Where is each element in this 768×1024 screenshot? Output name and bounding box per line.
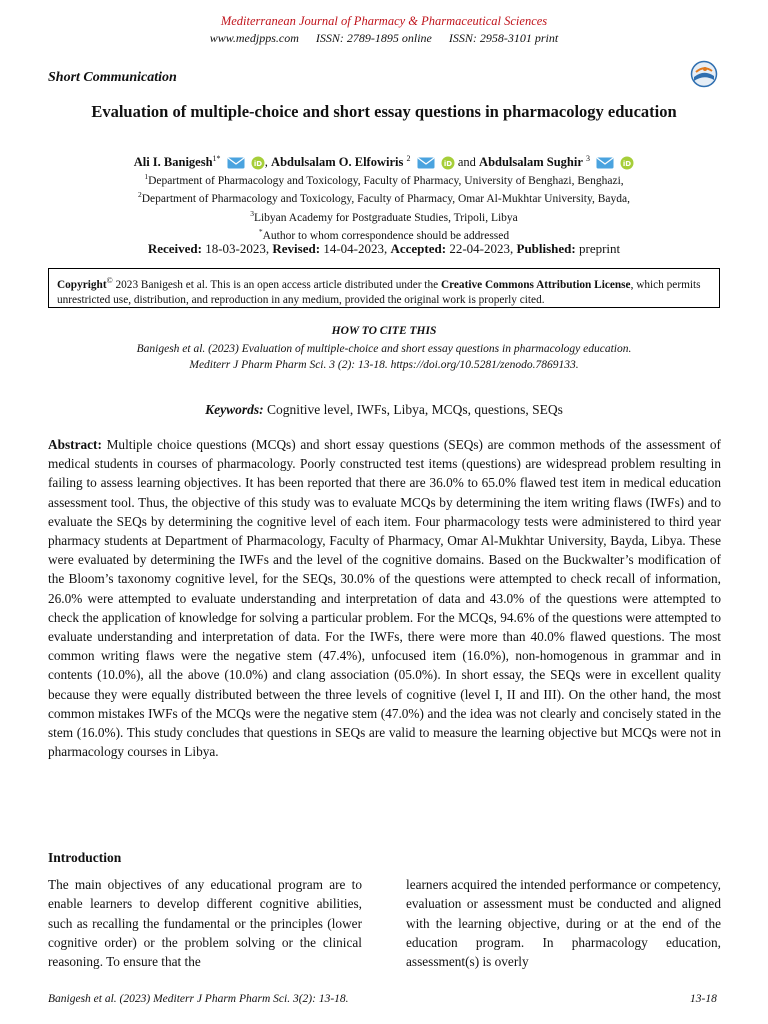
revised-date: 14-04-2023 xyxy=(323,241,384,256)
journal-website-link[interactable]: www.medjpps.com xyxy=(209,31,299,45)
issn-online: ISSN: 2789-1895 online xyxy=(315,31,432,45)
introduction-left-column: The main objectives of any educational program are to enable learners to develop different cognitive abilities, such as recalling the fundamental or the principles (lower cognitive order) or the problem solving or the clinical reasoning. To ensure that the xyxy=(48,877,362,970)
author-list xyxy=(0,154,768,170)
copyright-symbol: © xyxy=(106,276,113,285)
article-title: Evaluation of multiple-choice and short essay questions in pharmacology education xyxy=(91,102,677,121)
published-status: preprint xyxy=(579,241,621,256)
introduction-right-column: learners acquired the intended performance or competency, evaluation or assessment must be conducted and aligned with the learning objective, during or at the end of the education program. In pharmacology education, assessment(s) is overly xyxy=(406,877,721,970)
keywords-label: Keywords: xyxy=(205,402,264,417)
email-icon[interactable] xyxy=(227,157,245,169)
affiliation-list xyxy=(0,170,768,244)
svg-text:iD: iD xyxy=(443,160,452,169)
author-name[interactable]: Abdulsalam O. Elfowiris xyxy=(271,155,404,170)
introduction-heading: Introduction xyxy=(48,850,122,865)
copyright-notice: Copyright© 2023 Banigesh et al. This is an open access article distributed under the Creative Commons Attribution License, which permits unrestricted use, distribution, and reproduction in any medium, provided the original work is properly cited. xyxy=(48,268,720,308)
author-affiliation-marker: 3 xyxy=(586,154,591,163)
orcid-icon[interactable] xyxy=(251,156,265,170)
accepted-date: 22-04-2023 xyxy=(449,241,510,256)
received-date: 18-03-2023 xyxy=(205,241,266,256)
abstract xyxy=(48,435,721,761)
citation-text: Banigesh et al. (2023) Evaluation of multiple-choice and short essay questions in pharmacology education. Mediterr J Pharm Pharm Sci. 3 (2): 13-18. https://doi.org/10.5281/zenodo.7869133. xyxy=(80,341,688,373)
abstract-label: Abstract: xyxy=(48,437,102,452)
affiliation-line: $^2$Department of Pharmacology and Toxicology, Faculty of Pharmacy, Omar Al-Mukhtar University, Bayda, xyxy=(137,190,630,206)
email-icon[interactable] xyxy=(417,157,435,169)
affiliation-line: $^3$Libyan Academy for Postgraduate Studies, Tripoli, Libya xyxy=(250,208,518,224)
author-name[interactable]: Abdulsalam Sughir xyxy=(479,155,583,170)
doi-link[interactable]: Mediterr J Pharm Pharm Sci. 3 (2): 13-18. https://doi.org/10.5281/zenodo.7869133. xyxy=(189,359,579,371)
keywords xyxy=(0,402,768,418)
svg-text:iD: iD xyxy=(623,160,632,169)
how-to-cite-heading: HOW TO CITE THIS xyxy=(331,325,437,337)
author-separator: , xyxy=(264,155,272,170)
license-link[interactable]: Creative Commons Attribution License xyxy=(440,278,631,291)
orcid-icon[interactable] xyxy=(620,156,634,170)
issn-print: ISSN: 2958-3101 print xyxy=(448,31,559,45)
author-separator: and xyxy=(454,155,480,170)
journal-meta xyxy=(0,31,768,46)
footer-citation: Banigesh et al. (2023) Mediterr J Pharm Pharm Sci. 3(2): 13-18. xyxy=(48,993,349,1005)
article-type: Short Communication xyxy=(48,70,177,85)
article-dates: Received: 18-03-2023, Revised: 14-04-2023, Accepted: 22-04-2023, Published: preprint xyxy=(147,241,621,256)
email-icon[interactable] xyxy=(596,157,614,169)
affiliation-line: $^1$Department of Pharmacology and Toxicology, Faculty of Pharmacy, University of Benghazi, Benghazi, xyxy=(144,172,624,187)
journal-name: Mediterranean Journal of Pharmacy & Pharmaceutical Sciences xyxy=(220,14,548,28)
abstract-text: Multiple choice questions (MCQs) and short essay questions (SEQs) are common methods of the assessment of medical students in courses of pharmacology. Poorly constructed test items (questions) are widespread problem resulting in failing to assess learning objectives. It has been reported that there are 36.0% to 65.0% flawed test item in medical education assessment tool. Thus, the objective of this study was to evaluate MCQs by determining the item writing flaws (IWFs) and to evaluate the SEQs by determining the cognitive level of each item. Four pharmacology tests were administered to third year pharmacy students at Department of Pharmacology, Faculty of Pharmacy, Omar Al-Mukhtar University, Bayda, Libya. These were evaluated by determining the IWFs and the level of the cognitive domains. Based on the Buckwalter’s modification of the Bloom’s taxonomy cognitive level, for the SEQs, 30.0% of the questions were attempted to check recall of information, 26.0% were attempted to evaluate understanding and interpretation of data and 43.0% of the questions were attempted to check the application of knowledge for solving a particular problem. For the MCQs, 94.6% of the questions were attempted to evaluate understanding and interpretation of data. For the IWFs, there were more than 40.0% flawed questions. The most common writing flaws were the negative stem (47.4%), unfocused item (16.0%), non-homogenous in grammar and in contents (10.0%), all the above (10.0%) and clang association (05.0%). In short essay, the SEQs were in excellent quality because they were equally distributed between the three levels of cognitive (level I, II and III). On the other hand, the most common mistakes IWFs of the MCQs were the negative stem (47.0%) and the idea was not clearly and concisely stated in the stem (16.0%). This study concludes that questions in SEQs are valid to measure the learning objective but MCQs were not in pharmacology courses in Libya. xyxy=(48,437,721,760)
svg-text:iD: iD xyxy=(253,160,262,169)
journal-logo xyxy=(690,60,718,88)
author-affiliation-marker: 2 xyxy=(406,154,411,163)
author-affiliation-marker: 1* xyxy=(212,154,221,163)
footer-page-range: 13-18 xyxy=(690,993,717,1005)
keywords-text: Cognitive level, IWFs, Libya, MCQs, questions, SEQs xyxy=(267,402,563,417)
orcid-icon[interactable] xyxy=(441,156,455,170)
author-name[interactable]: Ali I. Banigesh xyxy=(133,155,213,170)
correspondence-note: *Author to whom correspondence should be addressed xyxy=(258,227,510,243)
